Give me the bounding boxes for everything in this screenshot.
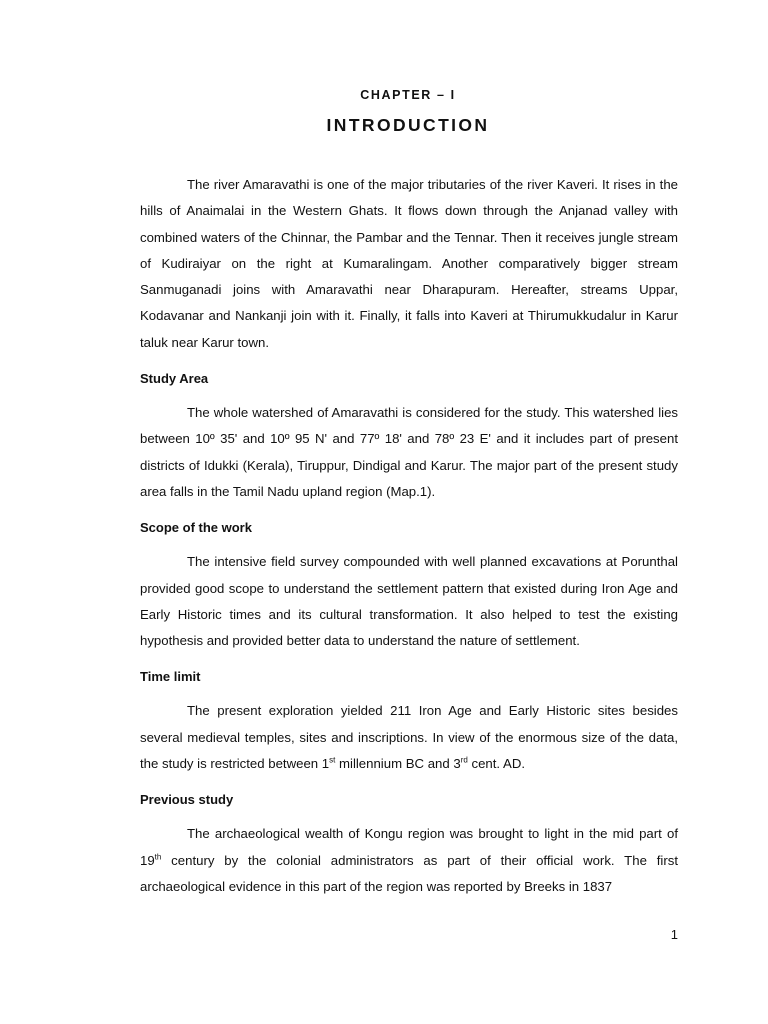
time-limit-text-a: The present exploration yielded 211 Iron Age and Early Historic sites besides several medieval temples, sites and inscriptions. In view of the enormous size of the data, the study is restricted between 1	[140, 703, 678, 772]
superscript-th: th	[154, 852, 162, 862]
study-area-paragraph: The whole watershed of Amaravathi is considered for the study. This watershed lies between 10º 35' and 10º 95 N' and 77º 18' and 78º 23 E' and it includes part of present districts of Idukki (Kerala), Tiruppur, Dindigal and Karur. The major part of the present study area falls in the Tamil Nadu upland region (Map.1).	[140, 405, 678, 499]
study-area-heading: Study Area	[140, 371, 209, 387]
time-limit-heading: Time limit	[140, 669, 201, 685]
page-number: 1	[670, 927, 678, 942]
chapter-label: CHAPTER – I	[360, 88, 456, 102]
scope-paragraph: The intensive field survey compounded with well planned excavations at Porunthal provided good scope to understand the settlement pattern that existed during Iron Age and Early Historic times and its cultural transformation. It also helped to test the existing hypothesis and provided better data to understand the nature of settlement.	[140, 554, 678, 649]
previous-study-paragraph	[140, 821, 678, 900]
time-limit-text-b: millennium BC and 3	[335, 756, 461, 772]
previous-study-heading: Previous study	[140, 792, 234, 808]
document-body	[140, 172, 678, 900]
time-limit-text-c: cent. AD.	[467, 756, 526, 772]
previous-study-text-b: century by the colonial administrators as part of their official work. The first archaeological evidence in this part of the region was reported by Breeks in 1837	[140, 852, 678, 894]
superscript-rd: rd	[460, 755, 468, 765]
chapter-title: INTRODUCTION	[326, 115, 490, 135]
previous-study-text-a: The archaeological wealth of Kongu region was brought to light in the mid part of 19	[140, 826, 678, 868]
superscript-st: st	[329, 755, 336, 765]
intro-paragraph: The river Amaravathi is one of the major tributaries of the river Kaveri. It rises in the hills of Anaimalai in the Western Ghats. It flows down through the Anjanad valley with combined waters of the Chinnar, the Pambar and the Tennar. Then it receives jungle stream of Kudiraiyar on the right at Kumaralingam. Another comparatively bigger stream Sanmuganadi joins with Amaravathi near Dharapuram. Hereafter, streams Uppar, Kodavanar and Nankanji join with it. Finally, it falls into Kaveri at Thirumukkudalur in Karur taluk near Karur town.	[140, 177, 678, 350]
time-limit-paragraph	[140, 698, 678, 777]
scope-heading: Scope of the work	[140, 520, 252, 536]
